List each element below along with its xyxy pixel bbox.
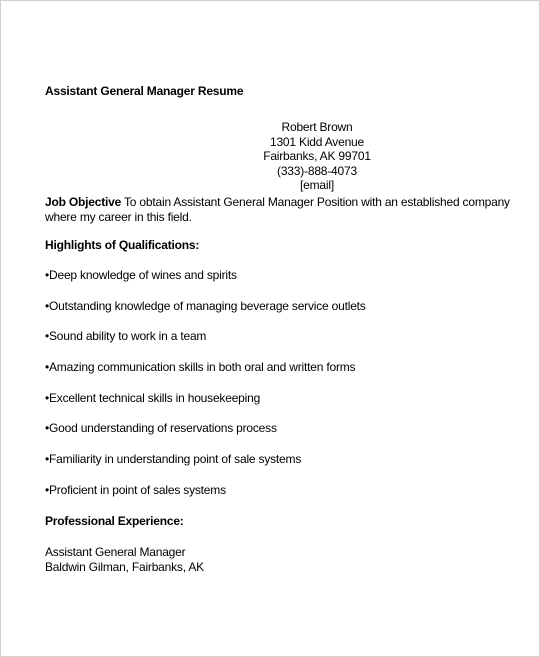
job-objective (45, 195, 515, 224)
contact-city: Fairbanks, AK 99701 (263, 149, 371, 163)
contact-phone: (333)-888-4073 (277, 163, 357, 178)
highlight-item: •Good understanding of reservations process (45, 421, 277, 436)
highlight-item: •Proficient in point of sales systems (45, 482, 226, 497)
experience-entry (45, 545, 204, 575)
document-title: Assistant General Manager Resume (45, 84, 244, 98)
highlight-item: •Excellent technical skills in housekeeping (45, 390, 261, 405)
job-objective-text: To obtain Assistant General Manager Position with an established company where my career in this field. (45, 195, 510, 224)
experience-employer: Baldwin Gilman, Fairbanks, AK (45, 560, 204, 574)
contact-email: [email] (300, 178, 334, 192)
highlight-item: •Deep knowledge of wines and spirits (45, 268, 237, 282)
job-objective-label: Job Objective (45, 195, 122, 209)
contact-block (45, 120, 540, 193)
highlight-item: •Sound ability to work in a team (45, 329, 207, 344)
contact-street: 1301 Kidd Avenue (269, 134, 364, 149)
highlight-item: •Amazing communication skills in both oral and written forms (45, 360, 356, 375)
highlight-item: •Familiarity in understanding point of sale systems (45, 452, 302, 467)
highlights-heading: Highlights of Qualifications: (45, 238, 200, 252)
highlights-list (45, 268, 366, 514)
experience-heading: Professional Experience: (45, 514, 184, 528)
experience-position: Assistant General Manager (45, 545, 186, 559)
contact-name: Robert Brown (281, 120, 353, 134)
highlight-item: •Outstanding knowledge of managing beverage service outlets (45, 298, 366, 313)
